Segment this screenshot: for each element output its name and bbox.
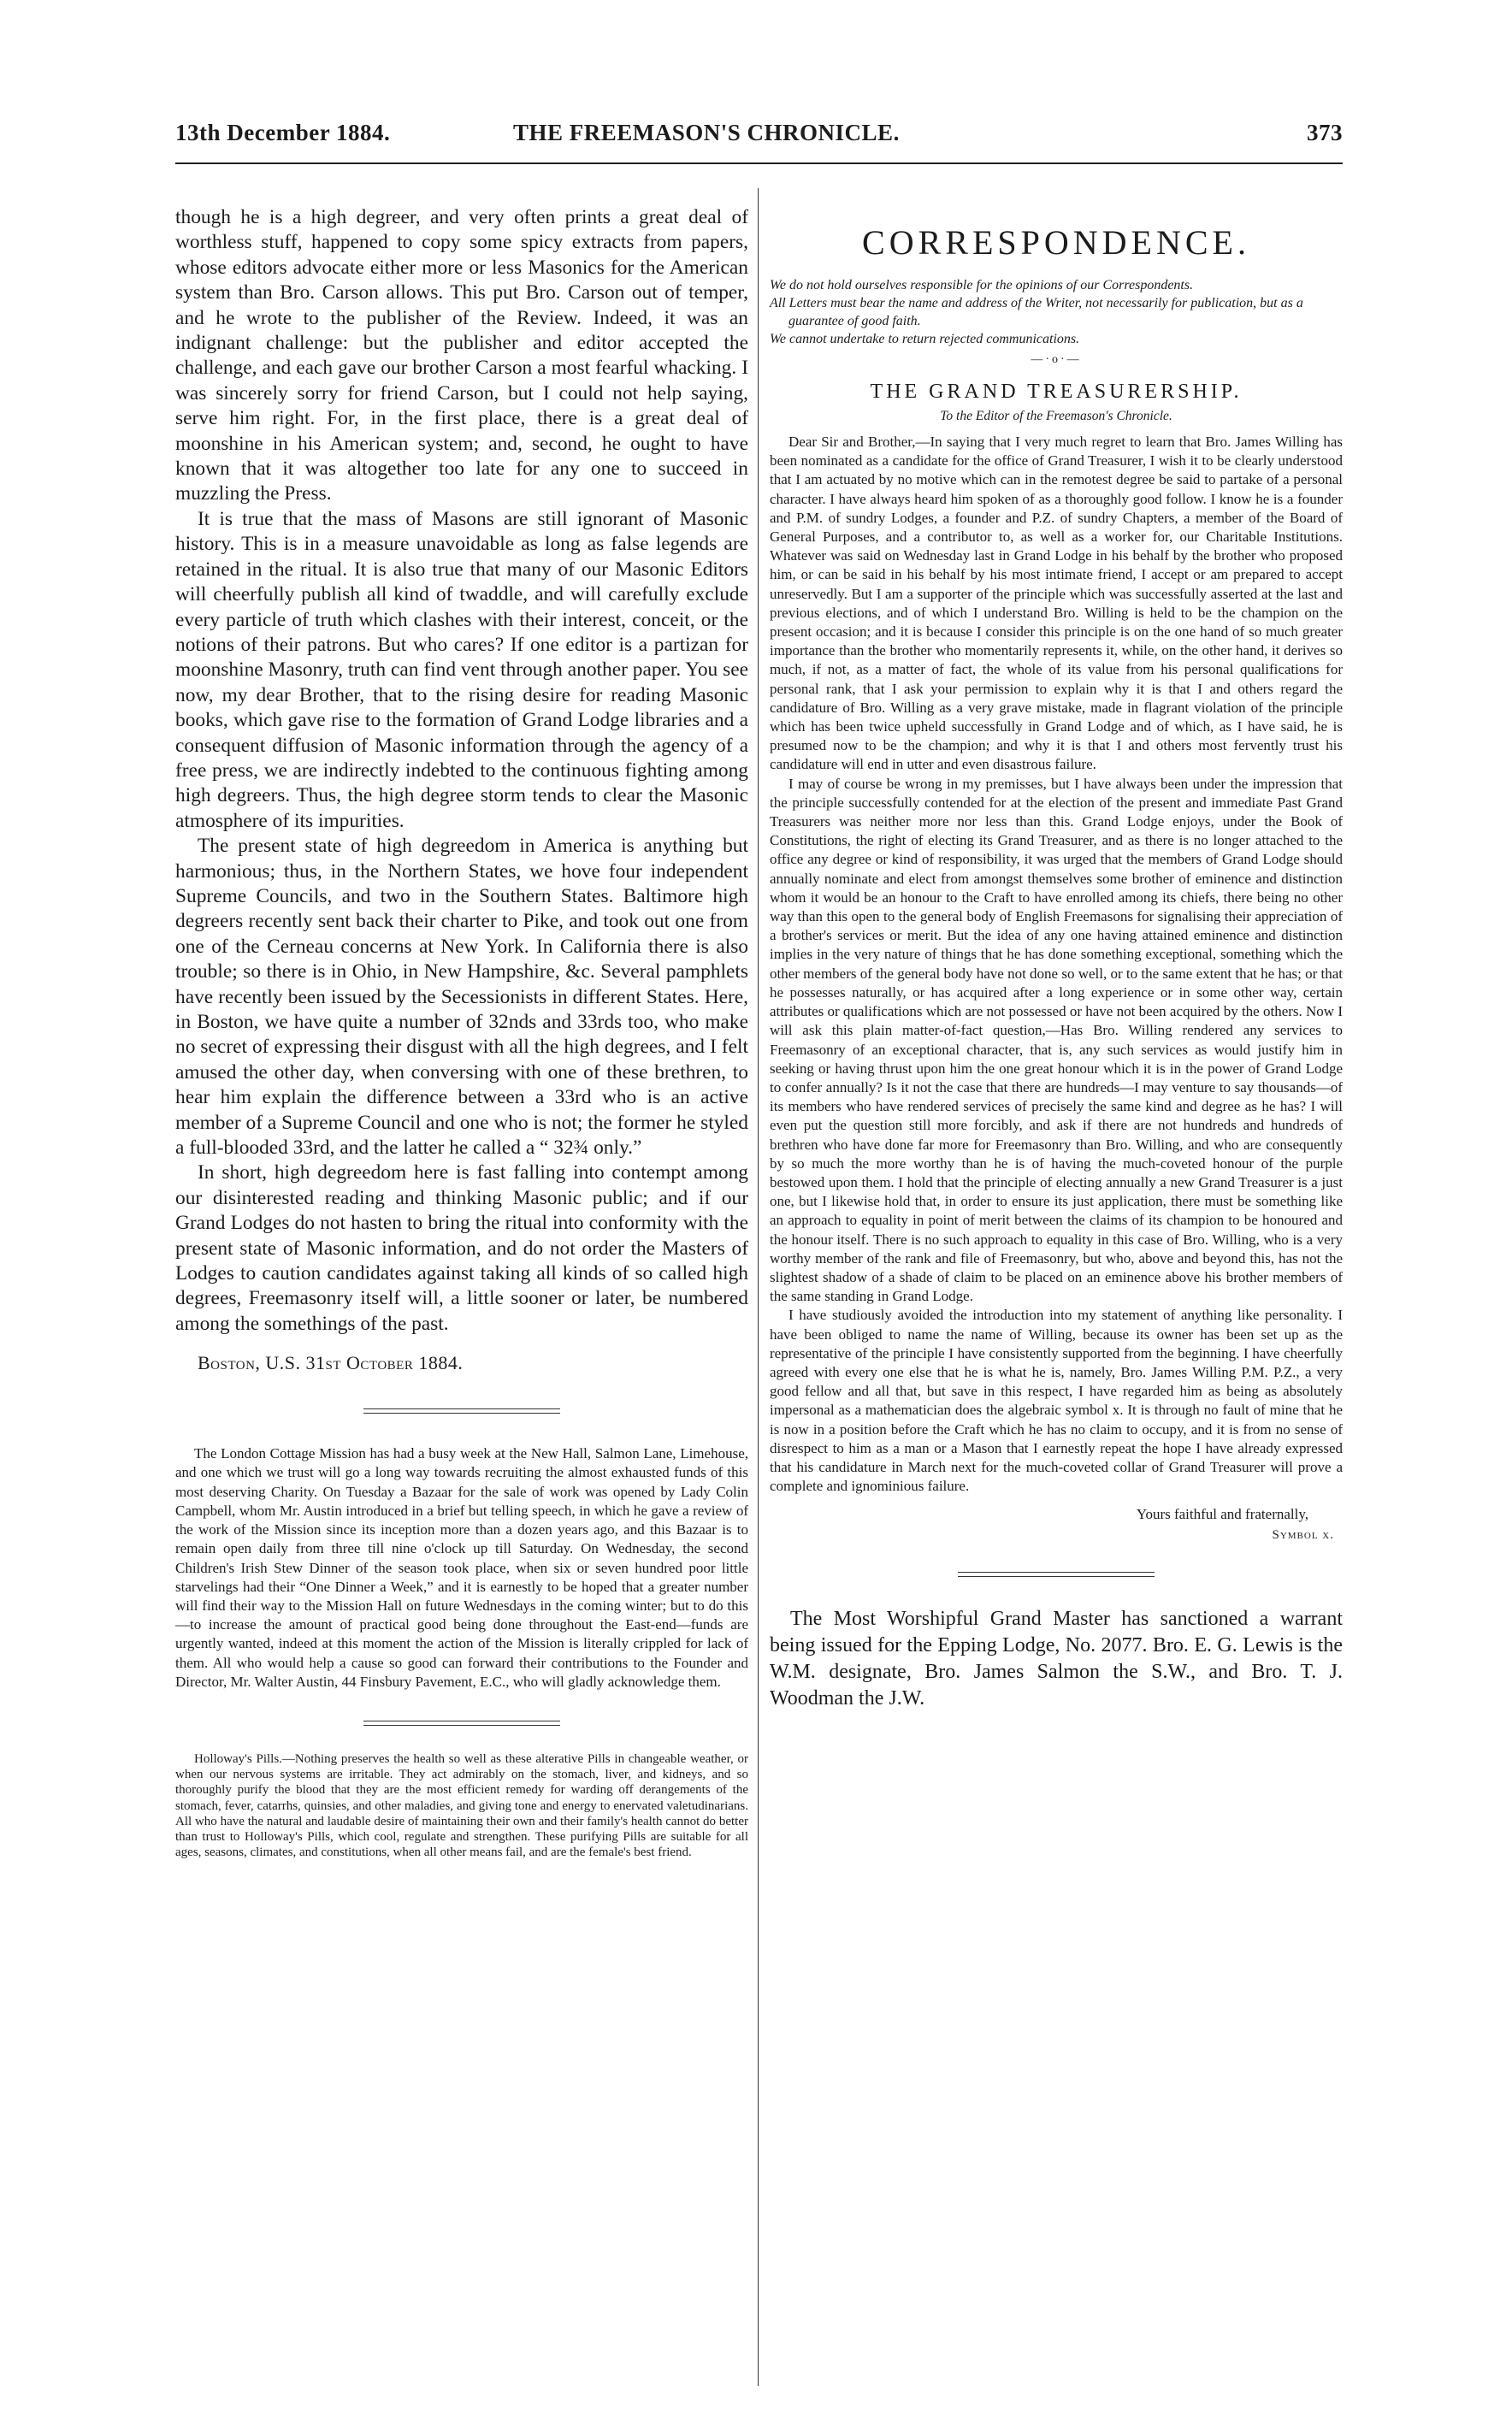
left-column [175, 205, 748, 1860]
letter-paragraph: I may of course be wrong in my premisses, but I have always been under the impression that the principle successfully contended for at the election of the present and immediate Past Grand Treasurers was neither more nor less than this. Grand Lodge enjoys, under the Book of Constitutions, the right of electing its Grand Treasurer, and as there is no longer attached to the office any degree or kind of responsibility, it was urged that the members of Grand Lodge should annually nominate and elect from amongst themselves some brother of eminence and distinction whom it would be an honour to the Craft to have enrolled among its chiefs, there being no other way than this open to the general body of English Freemasons for signalising their appreciation of a brother's services or merit. But the idea of any one having attained eminence and distinction implies in the very nature of things that he has done something exceptional, something which the other members of the general body have not done so well, or to the same extent that he has; or that he possesses naturally, or has acquired after a long experience or in some other way, certain attributes or qualifications which are not possessed or have not been acquired by the others. Now I will ask this plain matter-of-fact question,—Has Bro. Willing rendered any services to Freemasonry of an exceptional character, that is, any such services as would justify him in seeking or having thrust upon him the one great honour which it is in the power of Grand Lodge to confer annually? Is it not the case that there are hundreds—I may venture to say thousands—of its members who have rendered services of precisely the same kind and degree as he has? I will even put the question still more forcibly, and ask if there are not hundreds and hundreds of brethren who have done far more for Freemasonry than Bro. Willing, and who are consequently by so much the more worthy than he is of having the much-coveted honour of the purple bestowed upon them. I hold that the principle of electing annually a new Grand Treasurer is a just one, but I likewise hold that, in order to ensure its just application, there must be something like an approach to equality in point of merit between the claims of its champion to be honoured and the honour itself. There is no such approach to equality in this case of Bro. Willing, who is a very worthy member of the rank and file of Freemasonry, but who, above and beyond this, has not the slightest shadow of a shade of claim to be placed on an eminence above his brother members of the same standing in Grand Lodge. [770, 775, 1343, 1305]
page-number: 373 [1307, 120, 1343, 145]
article-paragraph: It is true that the mass of Masons are still ignorant of Masonic history. This is in a measure unavoidable as long as false legends are retained in the ritual. It is also true that many of our Masonic Editors will cheerfully publish all kind of twaddle, and will carefully exclude every particle of truth which clashes with their interest, conceit, or the notions of their patrons. But who cares? If one editor is a partizan for moonshine Masonry, truth can find vent through another paper. You see now, my dear Brother, that to the rising desire for reading Masonic books, which gave rise to the formation of Grand Lodge libraries and a consequent diffusion of Masonic information through the agency of a free press, we are indirectly indebted to the continuous fighting among high degreers. Thus, the high degree storm tends to clear the Masonic atmosphere of its impurities. [175, 507, 748, 832]
letter-paragraph: Dear Sir and Brother,—In saying that I very much regret to learn that Bro. James Willing has been nominated as a candidate for the office of Grand Treasurer, I wish it to be clearly understood that I am actuated by no motive which can in the remotest degree be said to partake of a personal character. I have always heard him spoken of as a thoroughly good follow. I know he is a founder and P.M. of sundry Lodges, a founder and P.Z. of sundry Chapters, a member of the Board of General Purposes, and a contributor to, as well as a worker for, our Charitable Institutions. Whatever was said on Wednesday last in Grand Lodge in his behalf by the brother who proposed him, or can be said in his behalf by his most intimate friend, I accept or am prepared to accept unreservedly. But I am a supporter of the principle which was successfully asserted at the last and previous elections, and of which I understand Bro. Willing is held to be the champion on the present occasion; and it is because I consider this principle is on the one hand of so much greater importance than the brother who momentarily represents it, while, on the other hand, it derives so much, if not, as a matter of fact, the whole of its value from his personal qualifications for personal rank, that I ask your permission to explain why it is that I and others regard the candidature of Bro. Willing as a very grave mistake, made in flagrant violation of the principle which has been twice upheld successfully in Grand Lodge and of which, as I have said, he is presumed now to be the champion; and why it is that I and others most fervently trust his candidature will end in utter and even disastrous failure. [770, 434, 1343, 773]
right-column [770, 205, 1343, 1712]
article-heading: THE GRAND TREASURERSHIP. [870, 381, 1243, 403]
section-separator [363, 1408, 560, 1414]
letter-signature: Symbol x. [1272, 1528, 1334, 1543]
mission-paragraph: The London Cottage Mission has had a busy week at the New Hall, Salmon Lane, Limehouse, and one which we trust will go a long way towards recruiting the almost exhausted funds of this most deserving Charity. On Tuesday a Bazaar for the sale of work was opened by Lady Colin Campbell, whom Mr. Austin introduced in a brief but telling speech, in which he gave a review of the work of the Mission since its inception more than a dozen years ago, and this Bazaar is to remain open daily from three till nine o'clock up till Saturday. On Wednesday, the second Children's Irish Stew Dinner of the season took place, when six or seven hundred poor little starvelings had their “One Dinner a Week,” and it is earnestly to be hoped that a greater number will find their way to the Mission Hall on future Wednesdays in the coming winter; but to do this—to increase the amount of practical good being done throughout the East-end—funds are urgently wanted, indeed at this moment the action of the Mission is literally crippled for lack of them. All who would help a cause so good can forward their contributions to the Founder and Director, Mr. Walter Austin, 44 Finsbury Pavement, E.C., who will gladly acknowledge them. [175, 1445, 748, 1690]
letter-closing: Yours faithful and fraternally, [1136, 1506, 1308, 1523]
ornament: —·o·— [1031, 353, 1082, 366]
article-paragraph: though he is a high degreer, and very often prints a great deal of worthless stuff, happened to copy some spicy extracts from papers, whose editors advocate either more or less Masonics for the American system than Bro. Carson allows. This put Bro. Carson out of temper, and he wrote to the publisher of the Review. Indeed, it was an indignant challenge: but the publisher and editor accepted the challenge, and each gave our brother Carson a most fearful whacking. I was sincerely sorry for friend Carson, but I could not help saying, serve him right. For, in the first place, there is a great deal of moonshine in his American system; and, second, he ought to have known that it was altogether too late for any one to succeed in muzzling the Press. [175, 206, 748, 505]
section-separator [363, 1721, 560, 1726]
column-divider [758, 188, 759, 2386]
letter-addressee: To the Editor of the Freemason's Chronicle. [940, 409, 1172, 423]
letter-signoff: Boston, U.S. 31st October 1884. [198, 1352, 464, 1374]
editorial-note: All Letters must bear the name and address of the Writer, not necessarily for publication, but as a guarantee of good faith. [770, 296, 1303, 328]
correspondence-heading: CORRESPONDENCE. [862, 223, 1250, 262]
page-header [175, 120, 1343, 162]
editorial-note: We cannot undertake to return rejected communications. [770, 332, 1080, 346]
issue-date: 13th December 1884. [175, 120, 391, 145]
advertisement-paragraph: Holloway's Pills.—Nothing preserves the health so well as these alterative Pills in changeable weather, or when our nervous systems are irritable. They act admirably on the stomach, liver, and kidneys, and so thoroughly purify the blood that they are the most efficient remedy for warding off derangements of the stomach, fever, catarrhs, quinsies, and other maladies, and giving tone and energy to enervated valetudinarians. All who have the natural and laudable desire of maintaining their own and their family's health cannot do better than trust to Holloway's Pills, which cool, regulate and strengthen. These purifying Pills are suitable for all ages, seasons, climates, and constitutions, when all other means fail, and are the female's best friend. [175, 1751, 748, 1860]
letter-paragraph: I have studiously avoided the introduction into my statement of anything like personality. I have been obliged to name the name of Willing, because its owner has been set up as the representative of the principle I have consistently supported from the beginning. I have cheerfully agreed with every one else that he is what he is, namely, Bro. James Willing P.M. P.Z., a very good fellow and all that, but save in this respect, I have regarded him as being as absolutely impersonal as a mathematician does the algebraic symbol x. It is through no fault of mine that he is now in a position before the Craft which he has no claim to occupy, and it is from no sense of disrespect to him as a man or a Mason that I earnestly repeat the hope I have already expressed that his candidature in March next for the much-coveted collar of Grand Treasurer will prove a complete and ignominious failure. [770, 1307, 1343, 1495]
section-separator [958, 1572, 1155, 1577]
header-rule [175, 162, 1343, 164]
editorial-note: We do not hold ourselves responsible for the opinions of our Correspondents. [770, 278, 1194, 292]
article-paragraph: The present state of high degreedom in America is anything but harmonious; thus, in the Northern States, we hove four independent Supreme Councils, and two in the Southern States. Baltimore high degreers recently sent back their charter to Pike, and took out one from one of the Cerneau concerns at New York. In California there is also trouble; so there is in Ohio, in New Hampshire, &c. Several pamphlets have recently been issued by the Secessionists in different States. Here, in Boston, we have quite a number of 32nds and 33rds too, who make no secret of expressing their disgust with all the high degrees, and I felt amused the other day, when conversing with one of these brethren, to hear him explain the difference between a 33rd who is an active member of a Supreme Council and one who is not; the former he styled a full-blooded 33rd, and the latter he called a “ 32¾ only.” [175, 835, 748, 1160]
lodge-warrant-notice: The Most Worshipful Grand Master has sanctioned a warrant being issued for the Epping Lodge, No. 2077. Bro. E. G. Lewis is the W.M. designate, Bro. James Salmon the S.W., and Bro. T. J. Woodman the J.W. [770, 1608, 1343, 1710]
article-paragraph: In short, high degreedom here is fast falling into contempt among our disinterested reading and thinking Masonic public; and if our Grand Lodges do not hasten to bring the ritual into conformity with the present state of Masonic information, and do not order the Masters of Lodges to caution candidates against taking all kinds of so called high degrees, Freemasonry itself will, a little sooner or later, be numbered among the somethings of the past. [175, 1161, 748, 1335]
publication-title: THE FREEMASON'S CHRONICLE. [513, 120, 900, 145]
